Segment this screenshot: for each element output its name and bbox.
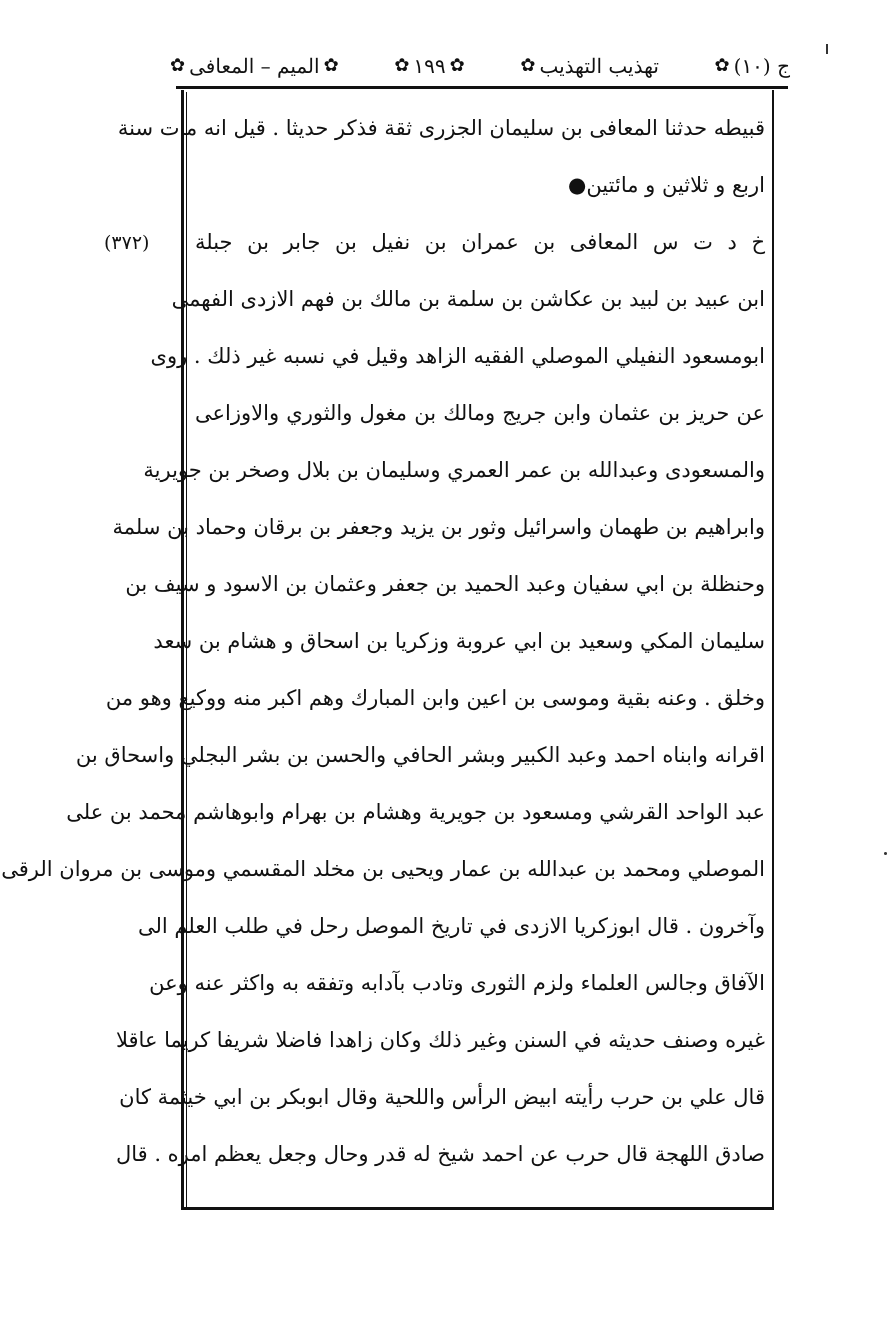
flower-ornament-icon: ✿ bbox=[323, 55, 339, 76]
flower-ornament-icon: ✿ bbox=[449, 55, 465, 76]
text-line: وحنظلة بن ابي سفيان وعبد الحميد بن جعفر وعثمان بن الاسود و سيف بن bbox=[125, 572, 765, 596]
flower-ornament-icon: ✿ bbox=[714, 55, 730, 76]
text-line: الموصلي ومحمد بن عبدالله بن عمار ويحيى بن مخلد المقسمي وموسى بن مروان الرقى bbox=[1, 857, 765, 881]
header-title bbox=[520, 54, 659, 78]
text-line: ابومسعود النفيلي الموصلي الفقيه الزاهد وقيل في نسبه غير ذلك . روى bbox=[150, 344, 765, 368]
section-label: الميم – المعافى bbox=[189, 54, 320, 78]
flower-ornament-icon: ✿ bbox=[394, 55, 410, 76]
book-title: تهذيب التهذيب bbox=[539, 54, 659, 78]
text-line: قبيطه حدثنا المعافى بن سليمان الجزرى ثقة فذكر حديثا . قيل انه مات سنة bbox=[117, 116, 765, 140]
corner-mark bbox=[826, 44, 834, 54]
text-line: صادق اللهجة قال حرب عن احمد شيخ له قدر وحال وجعل يعظم امره . قال bbox=[115, 1142, 765, 1166]
text-line: وخلق . وعنه بقية وموسى بن اعين وابن المبارك وهم اكبر منه ووكيع وهو من bbox=[105, 686, 765, 710]
header-page-number bbox=[394, 54, 464, 78]
volume-label: ج (١٠) bbox=[733, 54, 790, 78]
text-line: عبد الواحد القرشي ومسعود بن جويرية وهشام بن بهرام وابوهاشم محمد بن على bbox=[66, 800, 765, 824]
text-line: والمسعودى وعبدالله بن عمر العمري وسليمان بن بلال وصخر بن جويرية bbox=[143, 458, 765, 482]
flower-ornament-icon: ✿ bbox=[170, 55, 186, 76]
text-line: غيره وصنف حديثه في السنن وغير ذلك وكان زاهدا فاضلا شريفا كريما عاقلا bbox=[115, 1028, 765, 1052]
header-section bbox=[170, 54, 339, 78]
flower-ornament-icon: ✿ bbox=[520, 55, 536, 76]
text-line: ابن عبيد بن لبيد بن عكاشن بن سلمة بن مالك بن فهم الازدى الفهمى bbox=[171, 287, 765, 311]
text-line: الآفاق وجالس العلماء ولزم الثورى وتادب بآدابه وتفقه به واكثر عنه وعن bbox=[149, 971, 765, 995]
text-line: وابراهيم بن طهمان واسرائيل وثور بن يزيد وجعفر بن برقان وحماد بن سلمة bbox=[112, 515, 765, 539]
margin-dot bbox=[884, 852, 887, 855]
text-line: قال علي بن حرب رأيته ابيض الرأس واللحية وقال ابوبكر بن ابي خيثمة كان bbox=[119, 1085, 765, 1109]
page-number: ١٩٩ bbox=[413, 54, 446, 78]
text-line: اربع و ثلاثين و مائتين● bbox=[568, 173, 765, 197]
text-line: اقرانه وابناه احمد وعبد الكبير وبشر الحافي والحسن بن بشر البجلي واسحاق بن bbox=[75, 743, 765, 767]
header-volume bbox=[715, 54, 790, 78]
text-line: وآخرون . قال ابوزكريا الازدى في تاريخ الموصل رحل في طلب العلم الى bbox=[138, 914, 765, 938]
header-rule bbox=[176, 86, 788, 89]
page-header bbox=[170, 44, 790, 88]
entry-number: (٣٧٢) bbox=[104, 232, 150, 254]
text-line: خ د ت س المعافى بن عمران بن نفيل بن جابر بن جبلة bbox=[195, 230, 765, 254]
text-line: عن حريز بن عثمان وابن جريج ومالك بن مغول والثوري والاوزاعى bbox=[195, 401, 765, 425]
text-line: سليمان المكي وسعيد بن ابي عروبة وزكريا بن اسحاق و هشام بن سعد bbox=[153, 629, 765, 653]
